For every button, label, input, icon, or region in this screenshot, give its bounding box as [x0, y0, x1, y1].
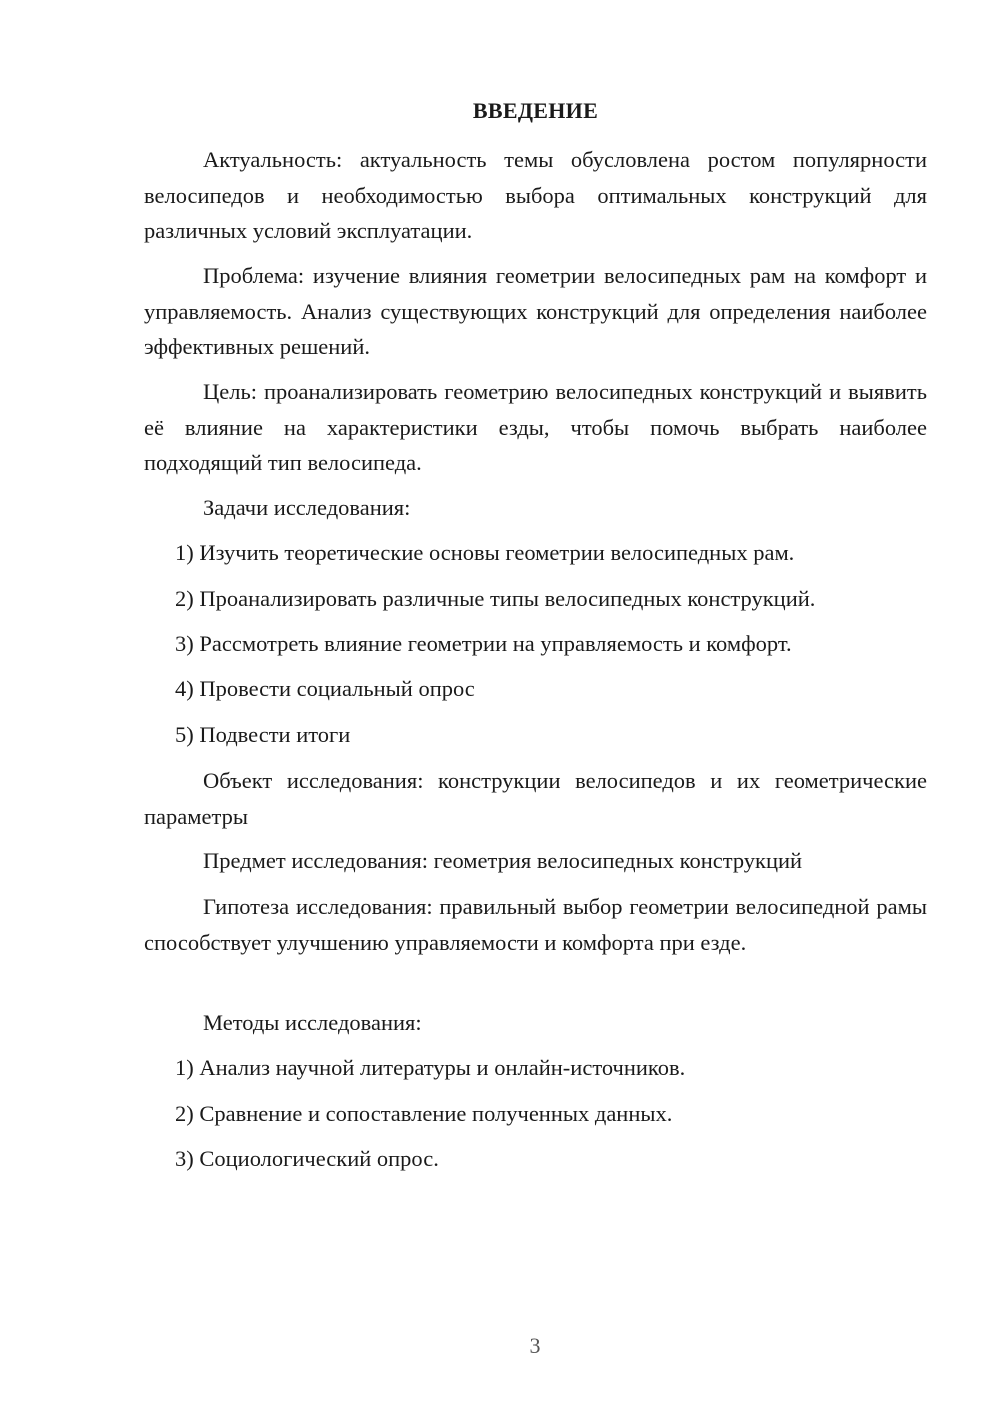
problem-paragraph: Проблема: изучение влияния геометрии велосипедных рам на комфорт и управляемость. Анализ существующих конструкций для определения наиболее эффективных решений.: [144, 263, 927, 359]
method-item: 2) Сравнение и сопоставление полученных данных.: [175, 1101, 673, 1126]
object-paragraph: Объект исследования: конструкции велосипедов и их геометрические параметры: [144, 768, 927, 829]
page-title: ВВЕДЕНИЕ: [472, 98, 599, 123]
task-item: 3) Рассмотреть влияние геометрии на управляемость и комфорт.: [175, 631, 792, 656]
task-item: 1) Изучить теоретические основы геометрии велосипедных рам.: [175, 540, 795, 565]
method-item: 1) Анализ научной литературы и онлайн-источников.: [175, 1055, 686, 1080]
methods-heading: Методы исследования:: [203, 1010, 422, 1035]
task-item: 2) Проанализировать различные типы велосипедных конструкций.: [175, 586, 816, 611]
hypothesis-paragraph: Гипотеза исследования: правильный выбор геометрии велосипедной рамы способствует улучшению управляемости и комфорта при езде.: [144, 894, 927, 955]
goal-paragraph: Цель: проанализировать геометрию велосипедных конструкций и выявить её влияние на характеристики езды, чтобы помочь выбрать наиболее подходящий тип велосипеда.: [144, 379, 927, 475]
method-item: 3) Социологический опрос.: [175, 1146, 439, 1171]
task-item: 5) Подвести итоги: [175, 722, 351, 747]
task-item: 4) Провести социальный опрос: [175, 676, 475, 701]
tasks-heading: Задачи исследования:: [203, 495, 411, 520]
subject-paragraph: Предмет исследования: геометрия велосипедных конструкций: [203, 848, 803, 873]
relevance-paragraph: Актуальность: актуальность темы обусловлена ростом популярности велосипедов и необходимостью выбора оптимальных конструкций для различных условий эксплуатации.: [144, 147, 927, 243]
page-number: 3: [529, 1333, 541, 1358]
